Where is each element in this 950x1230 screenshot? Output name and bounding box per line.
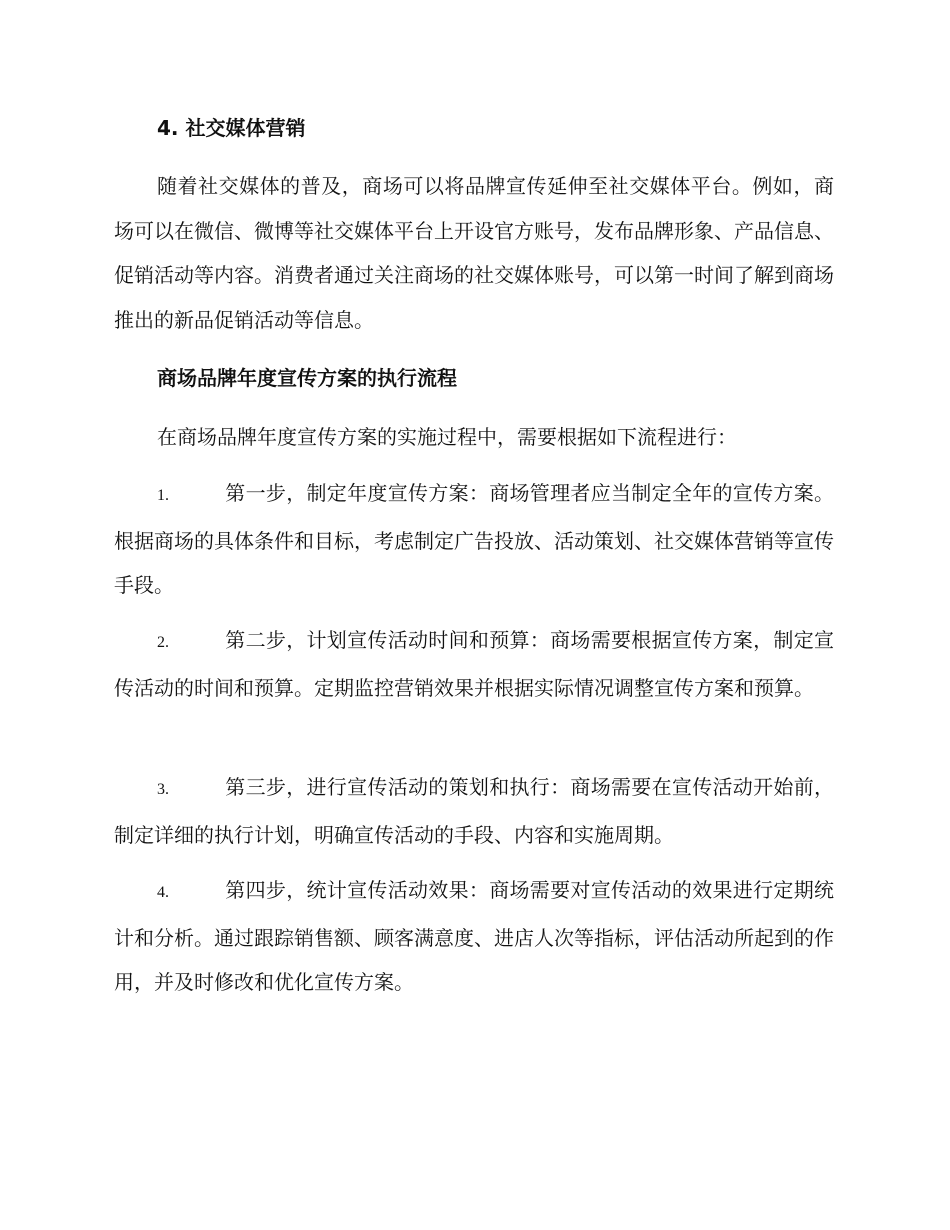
list-item [114, 765, 834, 857]
list-item-text: 第四步，统计宣传活动效果：商场需要对宣传活动的效果进行定期统计和分析。通过跟踪销售额、顾客满意度、进店人次等指标，评估活动所起到的作用，并及时修改和优化宣传方案。 [114, 878, 834, 994]
list-item [114, 471, 834, 608]
list-item-text: 第三步，进行宣传活动的策划和执行：商场需要在宣传活动开始前，制定详细的执行计划，明确宣传活动的手段、内容和实施周期。 [114, 775, 834, 847]
section-heading: 4. 社交媒体营销 [157, 116, 306, 140]
list-item-text: 第二步，计划宣传活动时间和预算：商场需要根据宣传方案，制定宣传活动的时间和预算。定期监控营销效果并根据实际情况调整宣传方案和预算。 [114, 628, 834, 700]
list-item-number: 2. [157, 634, 169, 651]
list-item-number: 4. [157, 884, 169, 901]
list-item [114, 618, 834, 710]
section-paragraph: 随着社交媒体的普及，商场可以将品牌宣传延伸至社交媒体平台。例如，商场可以在微信、微博等社交媒体平台上开设官方账号，发布品牌形象、产品信息、促销活动等内容。消费者通过关注商场的社交媒体账号，可以第一时间了解到商场推出的新品促销活动等信息。 [114, 174, 834, 332]
process-heading: 商场品牌年度宣传方案的执行流程 [157, 366, 457, 390]
list-item [114, 868, 834, 1005]
list-item-text: 第一步，制定年度宣传方案：商场管理者应当制定全年的宣传方案。根据商场的具体条件和目标，考虑制定广告投放、活动策划、社交媒体营销等宣传手段。 [114, 481, 834, 597]
list-item-number: 1. [157, 487, 169, 504]
process-intro: 在商场品牌年度宣传方案的实施过程中，需要根据如下流程进行： [157, 425, 737, 449]
list-item-number: 3. [157, 781, 169, 798]
